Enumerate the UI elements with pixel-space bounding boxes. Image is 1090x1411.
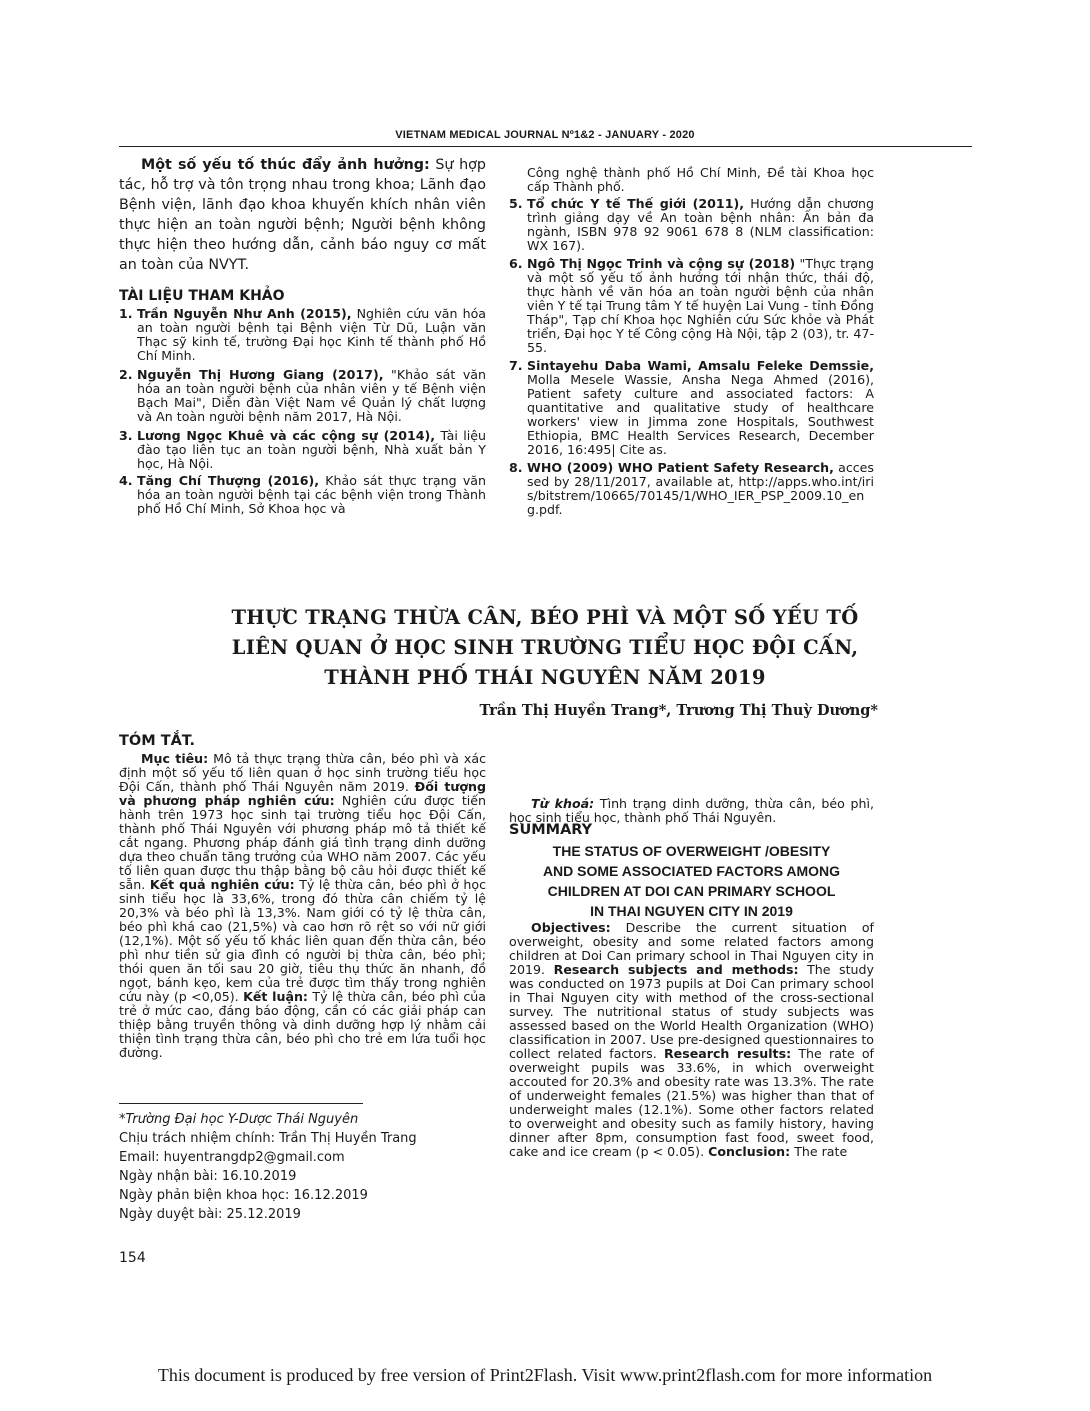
reference-authors: Tăng Chí Thượng (2016), (137, 473, 320, 488)
reference-text: Tài liệu đào tạo liên tục an toàn người bệnh, Nhà xuất bản Y học, Hà Nội. (137, 428, 487, 471)
reference-number: 4. (119, 473, 133, 488)
footnote-accepted: Ngày duyệt bài: 25.12.2019 (119, 1207, 301, 1222)
summary-result-label: Research results: (663, 1046, 792, 1061)
print2flash-watermark: This document is produced by free version of Print2Flash. Visit www.print2flash.com for more information (157, 1365, 933, 1385)
footnote-email: Email: huyentrangdp2@gmail.com (119, 1150, 345, 1165)
summary-title (509, 841, 874, 921)
reference-item (509, 359, 874, 457)
reference-authors: Ngô Thị Ngọc Trinh và cộng sự (2018) (527, 256, 796, 271)
reference-item (509, 461, 874, 517)
summary-title-line: THE STATUS OF OVERWEIGHT /OBESITY (552, 843, 831, 859)
reference-item (119, 368, 486, 424)
keywords-block (509, 797, 874, 825)
article-title-line: THỰC TRẠNG THỪA CÂN, BÉO PHÌ VÀ MỘT SỐ YẾU TỐ (231, 606, 859, 629)
reference-number: 8. (509, 460, 523, 475)
reference-item-continued (509, 166, 874, 194)
prev-left-column (119, 155, 486, 516)
article-title-line: THÀNH PHỐ THÁI NGUYÊN NĂM 2019 (324, 666, 766, 689)
summary-objective-label: Objectives: (531, 920, 611, 935)
footnotes (119, 1110, 486, 1224)
abstract-objective-text: Mô tả thực trạng thừa cân, béo phì và xác định một số yếu tố liên quan ở học sinh trường tiểu học Đội Cấn, thành phố Thái Nguyên năm 2019. (119, 751, 486, 794)
reference-item (119, 474, 486, 516)
reference-item (509, 197, 874, 253)
reference-text: Công nghệ thành phố Hồ Chí Minh, Đề tài Khoa học cấp Thành phố. (527, 165, 874, 194)
summary-method-label: Research subjects and methods: (553, 962, 799, 977)
abstract-conclusion-text: Tỷ lệ thừa cân, béo phì của trẻ ở mức cao, đáng báo động, cần có các giải pháp can thiệp bằng truyền thông và dinh dưỡng hợp lý nhằm cải thiện tình trạng thừa cân, béo phì cho trẻ em lứa tuổi học đường. (119, 989, 486, 1060)
summary-conclusion-label: Conclusion: (708, 1144, 791, 1159)
reference-text: accessed by 28/11/2017, available at, http://apps.who.int/iris/bitstrem/10665/70145/1/WHO_IER_PSP_2009.10_eng.pdf. (527, 460, 874, 517)
keywords-label: Từ khoá: (531, 796, 595, 811)
reference-authors: Lương Ngọc Khuê và các cộng sự (2014), (137, 428, 436, 443)
footnote-reviewed: Ngày phản biện khoa học: 16.12.2019 (119, 1188, 368, 1203)
reference-text: "Thực trạng và một số yếu tố ảnh hưởng tới nhận thức, thái độ, thực hành về văn hóa an toàn người bệnh của nhân viên Y tế tại Trung tâm Y tế huyện Lai Vung - tỉnh Đồng Tháp", Tạp chí Khoa học Nghiên cứu Sức khỏe và Phát triển, Đại học Y tế Công cộng Hà Nội, tập 2 (03), tr. 47- 55. (527, 256, 875, 355)
summary-heading: SUMMARY (509, 822, 593, 838)
reference-text: "Khảo sát văn hóa an toàn người bệnh của nhân viên y tế Bệnh viện Bạch Mai", Diễn đàn Việt Nam về Quản lý chất lượng và An toàn người bệnh năm 2017, Hà Nội. (137, 367, 486, 424)
reference-authors: Nguyễn Thị Hương Giang (2017), (137, 367, 384, 382)
reference-text: Nghiên cứu văn hóa an toàn người bệnh tại Bệnh viện Từ Dũ, Luận văn Thạc sỹ kinh tế, trường Đại học Kinh tế thành phố Hồ Chí Minh. (137, 306, 486, 363)
article-title-line: LIÊN QUAN Ở HỌC SINH TRƯỜNG TIỂU HỌC ĐỘI CẤN, (231, 636, 859, 659)
reference-authors: WHO (2009) WHO Patient Safety Research, (527, 460, 834, 475)
reference-number: 1. (119, 306, 133, 321)
reference-item (119, 307, 486, 363)
reference-text: Molla Mesele Wassie, Ansha Nega Ahmed (2016), Patient safety culture and associated factors: A quantitative and qualitative study of healthcare workers' view in Jimma zone Hospitals, Southwest Ethiopia, BMC Health Services Research, December 2016, 16:495| Cite as. (527, 372, 874, 457)
footnote-affiliation: *Trường Đại học Y-Dược Thái Nguyên (119, 1112, 359, 1127)
summary-column (509, 823, 874, 1159)
abstract-paragraph (119, 752, 486, 1060)
reference-text: Khảo sát thực trạng văn hóa an toàn người bệnh tại các bệnh viện trong Thành phố Hồ Chí Minh, Sở Khoa học và (137, 473, 486, 516)
abstract-method-label: Đối tượng và phương pháp nghiên cứu: (119, 779, 486, 808)
abstract-method-text: Nghiên cứu được tiến hành trên 1973 học sinh tại trường tiểu học Đội Cấn, thành phố Thái Nguyên với phương pháp mô tả thiết kế cắt ngang. Phương pháp đánh giá tình trạng dinh dưỡng dựa theo chuẩn tăng trưởng của WHO năm 2007. Các yếu tố liên quan được thu thập bằng bộ câu hỏi được thiết kế sẵn. (119, 793, 486, 892)
footnote-corresponding: Chịu trách nhiệm chính: Trần Thị Huyền Trang (119, 1131, 417, 1146)
reference-text: Hướng dẫn chương trình giảng dạy về An toàn bệnh nhân: Ấn bản đa ngành, ISBN 978 92 9061 678 8 (NLM classification: WX 167). (527, 196, 874, 253)
keywords-text: Tình trạng dinh dưỡng, thừa cân, béo phì, học sinh tiểu học, thành phố Thái Nguyên. (509, 796, 874, 825)
reference-authors: Sintayehu Daba Wami, Amsalu Feleke Demssie, (527, 358, 874, 373)
abstract-conclusion-label: Kết luận: (243, 989, 308, 1004)
reference-number: 5. (509, 196, 523, 211)
article-authors: Trần Thị Huyền Trang*, Trương Thị Thuỳ Dương* (479, 702, 878, 719)
reference-item (509, 257, 874, 355)
prev-closing-paragraph (119, 155, 486, 275)
summary-title-line: CHILDREN AT DOI CAN PRIMARY SCHOOL (547, 883, 836, 899)
abstract-result-text: Tỷ lệ thừa cân, béo phì ở học sinh tiểu học là 33,6%, trong đó thừa cân chiếm tỷ lệ 20,3% và béo phì là 13,3%. Nam giới có tỷ lệ thừa cân, béo phì khá cao (21,5%) và cao hơn rõ rệt so với nữ giới (12,1%). Một số yếu tố khác liên quan đến thừa cân, béo phì như tiền sử gia đình có người bị thừa cân, béo phì; thói quen ăn tối sau 20 giờ, tiêu thụ thức ăn nhanh, đồ ngọt, bánh kẹo, kem của trẻ được tìm thấy trong nghiên cứu này (p <0,05). (119, 877, 486, 1004)
reference-number: 3. (119, 428, 133, 443)
reference-item (119, 429, 486, 471)
page-number: 154 (119, 1250, 146, 1266)
references-heading: TÀI LIỆU THAM KHẢO (119, 288, 285, 304)
summary-objective-text: Describe the current situation of overweight, obesity and some related factors among children at Doi Can primary school in Thai Nguyen city in 2019. (509, 920, 874, 977)
summary-method-text: The study was conducted on 1973 pupils at Doi Can primary school in Thai Nguyen city with method of the cross-sectional survey. The nutritional status of study subjects was assessed based on the World Health Organization (WHO) classification in 2007. Use pre-designed questionnaires to collect related factors. (509, 962, 874, 1061)
running-header: VIETNAM MEDICAL JOURNAL Nº1&2 - JANUARY - 2020 (395, 129, 695, 141)
prev-closing-label: Một số yếu tố thúc đẩy ảnh hưởng: (141, 157, 430, 173)
summary-title-line: AND SOME ASSOCIATED FACTORS AMONG (542, 863, 841, 879)
footnote-rule (119, 1103, 363, 1104)
reference-number: 7. (509, 358, 523, 373)
abstract-column (119, 734, 486, 1060)
reference-number (509, 166, 527, 194)
prev-closing-text: Sự hợp tác, hỗ trợ và tôn trọng nhau trong khoa; Lãnh đạo Bệnh viện, lãnh đạo khoa khuyến khích nhân viên thực hiện an toàn người bệnh; Người bệnh không thực hiện theo hướng dẫn, cảnh báo nguy cơ mất an toàn của NVYT. (119, 157, 486, 273)
abstract-result-label: Kết quả nghiên cứu: (149, 877, 295, 892)
reference-number: 2. (119, 367, 133, 382)
reference-authors: Trần Nguyễn Như Anh (2015), (137, 306, 352, 321)
article-title (0, 603, 1090, 693)
summary-conclusion-text: The rate (794, 1144, 848, 1159)
abstract-heading: TÓM TẮT. (119, 733, 196, 749)
prev-right-column (509, 166, 874, 517)
summary-title-line: IN THAI NGUYEN CITY IN 2019 (590, 903, 793, 919)
reference-authors: Tổ chức Y tế Thế giới (2011), (527, 196, 744, 211)
summary-result-text: The rate of overweight pupils was 33.6%, in which overweight accouted for 20.3% and obesity rate was 13.3%. The rate of underweight females (21.5%) was higher than that of underweight males (12.1%). Some other factors related to overweight and obesity such as family history, having dinner after 8pm, consumption fast food, sweet food, cake and ice cream (p < 0.05). (509, 1046, 874, 1159)
summary-paragraph (509, 921, 874, 1159)
keywords-paragraph (509, 797, 874, 825)
header-rule (119, 146, 972, 147)
reference-number: 6. (509, 256, 523, 271)
footnote-received: Ngày nhận bài: 16.10.2019 (119, 1169, 297, 1184)
abstract-objective-label: Mục tiêu: (141, 751, 209, 766)
